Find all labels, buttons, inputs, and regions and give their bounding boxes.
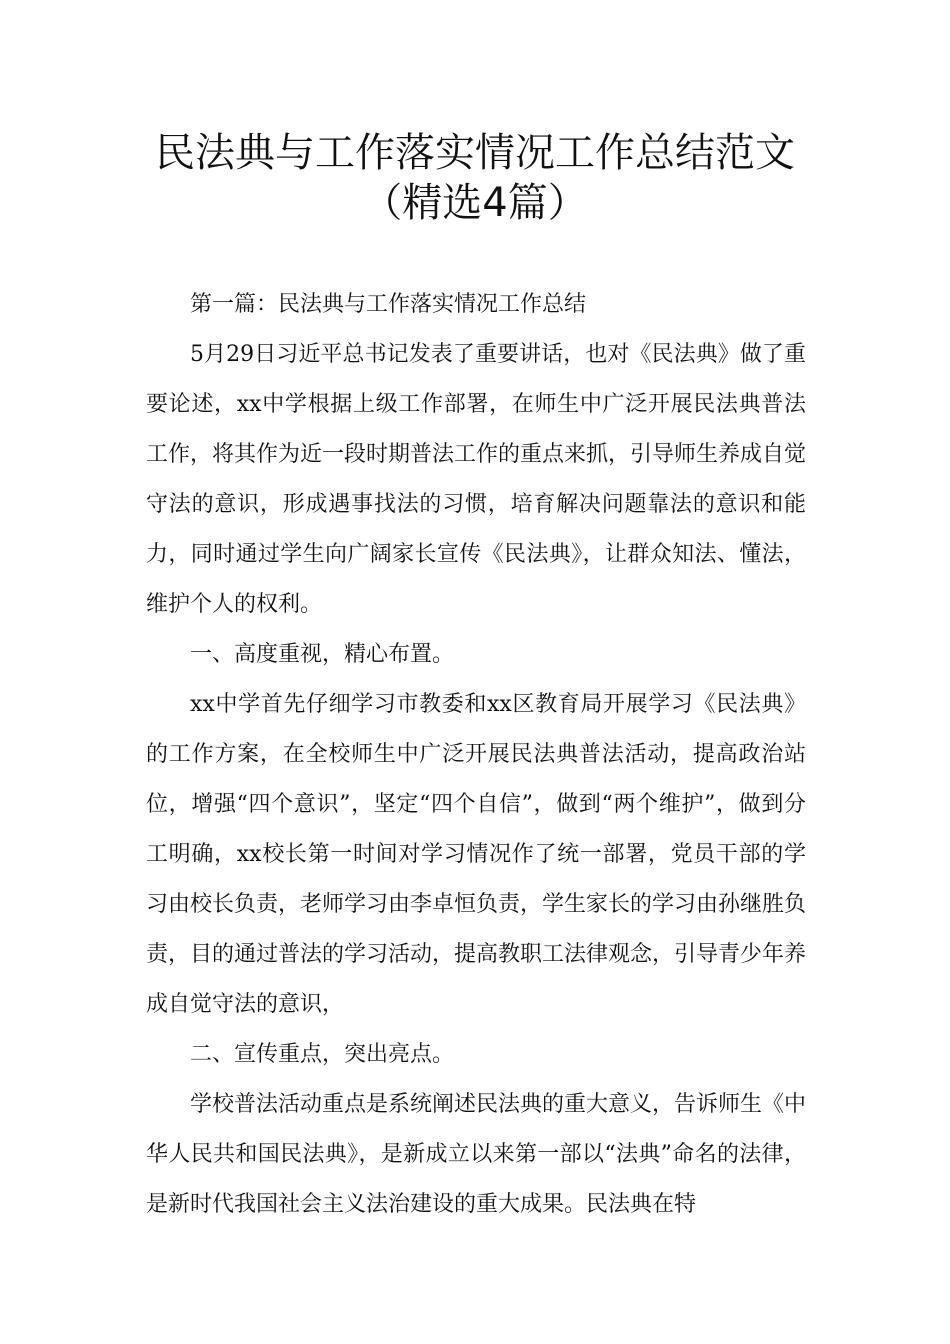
document-title	[0, 128, 950, 228]
document-body	[146, 280, 806, 1230]
body-paragraph: 5月29日习近平总书记发表了重要讲话，也对《民法典》做了重要论述，xx中学根据上级工作部署，在师生中广泛开展民法典普法工作，将其作为近一段时期普法工作的重点来抓，引导师生养成自觉守法的意识，形成遇事找法的习惯，培育解决问题靠法的意识和能力，同时通过学生向广阔家长宣传《民法典》，让群众知法、懂法，维护个人的权利。	[146, 342, 807, 617]
section-heading: 一、高度重视，精心布置。	[190, 642, 455, 667]
body-paragraph: xx中学首先仔细学习市教委和xx区教育局开展学习《民法典》的工作方案，在全校师生中广泛开展民法典普法活动，提高政治站位，增强“四个意识”，坚定“四个自信”，做到“两个维护”，做到分工明确，xx校长第一时间对学习情况作了统一部署，党员干部的学习由校长负责，老师学习由李卓恒负责，学生家长的学习由孙继胜负责，目的通过普法的学习活动，提高教职工法律观念，引导青少年养成自觉守法的意识，	[146, 692, 807, 1017]
body-paragraph: 学校普法活动重点是系统阐述民法典的重大意义，告诉师生《中华人民共和国民法典》，是新成立以来第一部以“法典”命名的法律，是新时代我国社会主义法治建设的重大成果。民法典在特	[146, 1092, 807, 1217]
section-heading-part-one: 第一篇：民法典与工作落实情况工作总结	[190, 292, 587, 317]
section-heading: 二、宣传重点，突出亮点。	[190, 1042, 455, 1067]
title-line-main: 民法典与工作落实情况工作总结范文	[155, 130, 795, 176]
title-line-subtitle: （精选4篇）	[362, 180, 588, 226]
